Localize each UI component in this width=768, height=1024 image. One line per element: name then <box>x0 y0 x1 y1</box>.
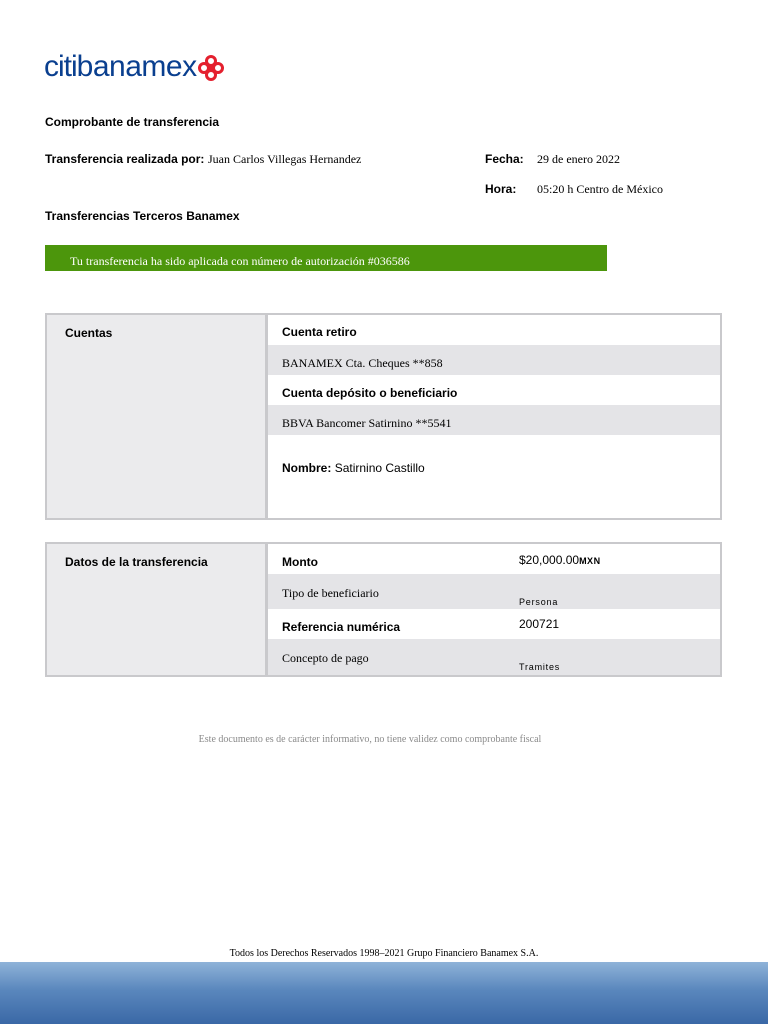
beneficiary-name-value: Satirnino Castillo <box>334 461 425 475</box>
withdraw-account-label: Cuenta retiro <box>282 325 357 339</box>
beneficiary-name <box>282 461 425 475</box>
page-title: Comprobante de transferencia <box>45 115 220 129</box>
banamex-flower-icon <box>198 55 224 81</box>
amount-row <box>268 544 720 574</box>
reference-value: 200721 <box>519 617 560 631</box>
disclaimer-text: Este documento es de carácter informativo, no tiene validez como comprobante fiscal <box>198 734 542 745</box>
beneficiary-type-label: Tipo de beneficiario <box>282 586 379 600</box>
deposit-account-value: BBVA Bancomer Satirnino **5541 <box>282 416 452 430</box>
accounts-table <box>45 313 722 520</box>
copyright-text: Todos los Derechos Reservados 1998–2021 Grupo Financiero Banamex S.A. <box>229 948 539 959</box>
reference-label: Referencia numérica <box>282 620 401 634</box>
amount <box>519 553 601 567</box>
beneficiary-type-value: Persona <box>519 597 559 607</box>
amount-value: $20,000.00 <box>519 553 580 567</box>
time-value: 05:20 h Centro de México <box>537 182 663 196</box>
date-label: Fecha: <box>485 152 524 166</box>
success-banner <box>45 245 607 271</box>
time-label: Hora: <box>485 182 517 196</box>
amount-currency: MXN <box>579 556 601 566</box>
success-banner-text: Tu transferencia ha sido aplicada con número de autorización #036586 <box>70 254 410 268</box>
beneficiary-type-row <box>268 574 720 609</box>
logo-banamex-text: banamex <box>76 50 197 83</box>
footer-band <box>0 962 768 1024</box>
withdraw-label-row <box>268 315 720 345</box>
transfer-section-label: Datos de la transferencia <box>65 555 208 569</box>
deposit-account-label: Cuenta depósito o beneficiario <box>282 386 458 400</box>
transfer-label-cell <box>47 544 268 675</box>
concept-value: Tramites <box>519 662 561 672</box>
withdraw-value-row <box>268 345 720 375</box>
made-by-value: Juan Carlos Villegas Hernandez <box>208 152 362 166</box>
accounts-section-label: Cuentas <box>65 326 113 340</box>
beneficiary-name-row <box>268 435 720 518</box>
citibanamex-logo <box>44 50 224 84</box>
beneficiary-name-label: Nombre: <box>282 461 332 475</box>
reference-row <box>268 609 720 639</box>
withdraw-account-value: BANAMEX Cta. Cheques **858 <box>282 356 443 370</box>
concept-row <box>268 639 720 675</box>
date-value: 29 de enero 2022 <box>537 152 620 166</box>
concept-label: Concepto de pago <box>282 651 369 665</box>
amount-label: Monto <box>282 555 318 569</box>
logo-citi-text: citi <box>44 50 77 83</box>
accounts-label-cell <box>47 315 268 518</box>
deposit-value-row <box>268 405 720 435</box>
made-by-label: Transferencia realizada por: <box>45 152 205 166</box>
transfer-details <box>268 544 720 675</box>
transfer-data-table <box>45 542 722 677</box>
accounts-details <box>268 315 720 518</box>
deposit-label-row <box>268 375 720 405</box>
transfer-type: Transferencias Terceros Banamex <box>45 209 240 223</box>
